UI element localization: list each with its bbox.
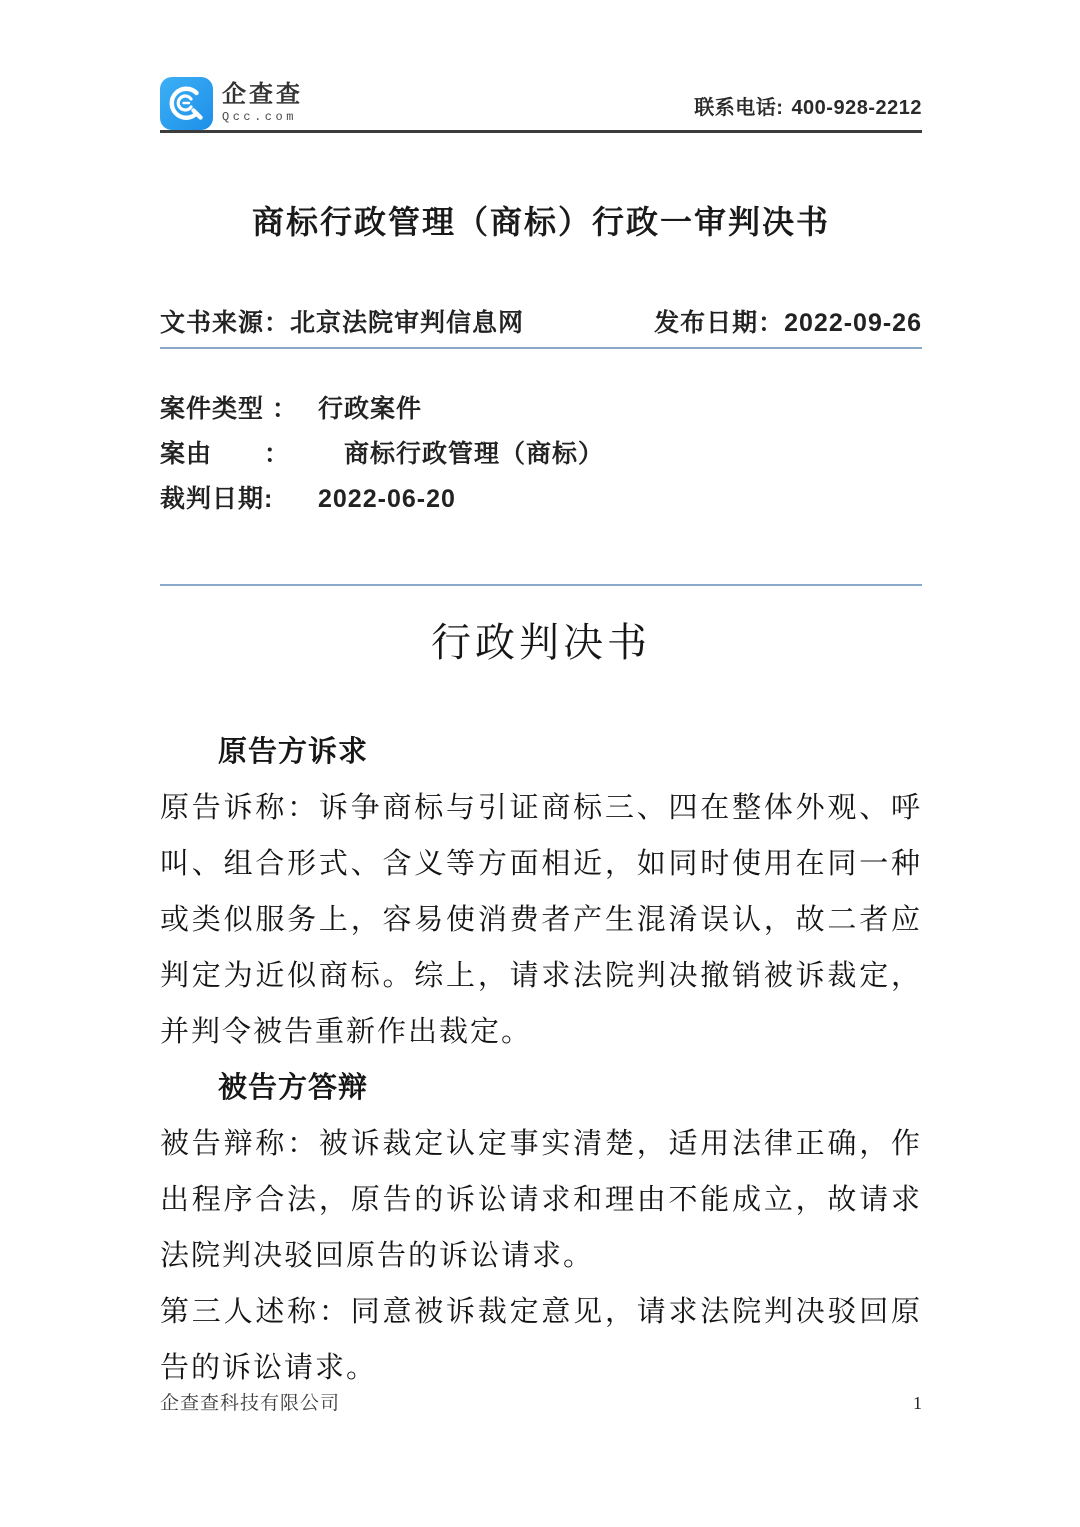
meta-row-judgment-date (160, 477, 922, 522)
page-header (160, 0, 922, 133)
logo-text (222, 77, 303, 125)
document-source (160, 303, 524, 343)
page-number: 1 (913, 1393, 922, 1413)
publish-date (654, 303, 922, 343)
divider-middle (160, 584, 922, 586)
contact-phone (694, 91, 922, 130)
publish-value: 2022-09-26 (784, 309, 922, 337)
source-value: 北京法院审判信息网 (290, 309, 525, 337)
document-title: 商标行政管理（商标）行政一审判决书 (251, 204, 830, 240)
case-type-label: 案件类型 ： (160, 395, 298, 423)
qcc-logo-icon (160, 77, 213, 130)
source-row (160, 303, 922, 343)
judgment-date-value: 2022-06-20 (318, 485, 456, 513)
footer-company: 企查查科技有限公司 (160, 1393, 341, 1414)
paragraph-defendant-reply: 被告辩称：被诉裁定认定事实清楚，适用法律正确，作出程序合法，原告的诉讼请求和理由不能成立，故请求法院判决驳回原告的诉讼请求。 (160, 1128, 922, 1272)
contact-label: 联系电话: (694, 97, 784, 119)
judgment-heading: 行政判决书 (431, 621, 651, 665)
brand-domain: Qcc.com (222, 110, 297, 124)
section-heading-plaintiff: 原告方诉求 (218, 736, 369, 768)
judgment-body (160, 724, 922, 1396)
cause-label: 案由 ： (160, 440, 291, 468)
page-footer (160, 1388, 922, 1415)
case-meta (160, 387, 922, 522)
divider-top (160, 347, 922, 349)
case-type-value: 行政案件 (318, 395, 423, 423)
source-label: 文书来源： (160, 309, 291, 337)
paragraph-plaintiff-claim: 原告诉称：诉争商标与引证商标三、四在整体外观、呼叫、组合形式、含义等方面相近，如同时使用在同一种或类似服务上，容易使消费者产生混淆误认，故二者应判定为近似商标。综上，请求法院判决撤销被诉裁定，并判令被告重新作出裁定。 (160, 792, 922, 1048)
paragraph-third-party: 第三人述称：同意被诉裁定意见，请求法院判决驳回原告的诉讼请求。 (160, 1296, 922, 1384)
qcc-logo[interactable] (160, 77, 303, 130)
cause-value: 商标行政管理（商标） (344, 440, 605, 468)
meta-row-cause (160, 432, 922, 477)
section-heading-defendant: 被告方答辩 (218, 1072, 369, 1104)
publish-label: 发布日期： (654, 309, 785, 337)
brand-name: 企查查 (222, 81, 303, 108)
contact-number: 400-928-2212 (791, 97, 922, 119)
meta-row-case-type (160, 387, 922, 432)
judgment-date-label: 裁判日期: (160, 485, 274, 513)
